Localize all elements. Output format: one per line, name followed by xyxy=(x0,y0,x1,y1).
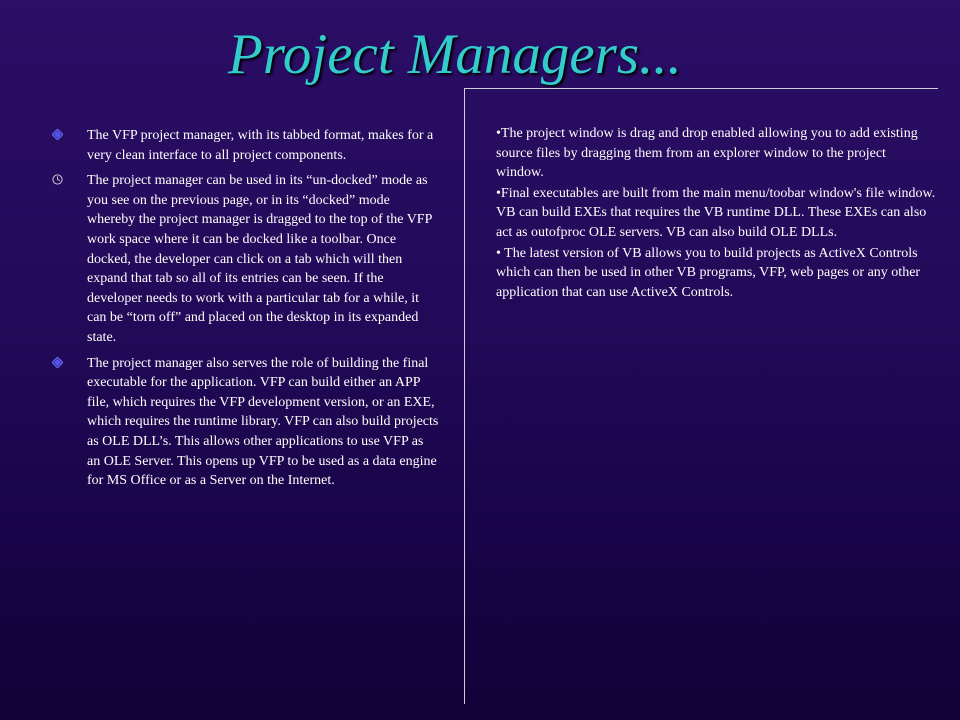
right-text-column xyxy=(496,124,936,303)
horizontal-divider xyxy=(464,88,938,89)
left-bullet-item xyxy=(49,126,439,165)
left-bullet-text: The VFP project manager, with its tabbed format, makes for a very clean interface to all project components. xyxy=(87,128,434,163)
left-bullet-list xyxy=(49,126,439,497)
clock-bullet-icon xyxy=(52,174,63,185)
diamond-bullet-icon xyxy=(52,129,63,140)
diamond-bullet-icon xyxy=(52,357,63,368)
left-bullet-item xyxy=(49,171,439,347)
right-paragraph: •Final executables are built from the main menu/toobar window's file window. VB can build EXEs that requires the VB runtime DLL. These EXEs can also act as outofproc OLE servers. VB can also build OLE DLLs. xyxy=(496,185,936,240)
vertical-divider xyxy=(464,88,465,704)
left-bullet-text: The project manager also serves the role of building the final executable for the application. VFP can build either an APP file, which requires the VFP development version, or an EXE, which requires the runtime library. VFP can also build projects as OLE DLL’s. This allows other applications to use VFP as an OLE Server. This opens up VFP to be used as a data engine for MS Office or as a Server on the Internet. xyxy=(87,355,439,489)
left-bullet-text: The project manager can be used in its “un-docked” mode as you see on the previous page, or in its “docked” mode whereby the project manager is dragged to the top of the VFP work space where it can be docked like a toolbar. Once docked, the developer can click on a tab which will then expand that tab so all of its entries can be seen. If the developer needs to work with a particular tab for a while, it can be “torn off” and placed on the desktop in its expanded state. xyxy=(87,173,432,345)
right-paragraph: •The project window is drag and drop enabled allowing you to add existing source files by dragging them from an explorer window to the project window. xyxy=(496,126,918,181)
slide-title: Project Managers... xyxy=(228,23,682,86)
left-bullet-item xyxy=(49,354,439,491)
right-paragraph: • The latest version of VB allows you to build projects as ActiveX Controls which can then be used in other VB programs, VFP, web pages or any other application that can use ActiveX Controls. xyxy=(496,245,921,300)
